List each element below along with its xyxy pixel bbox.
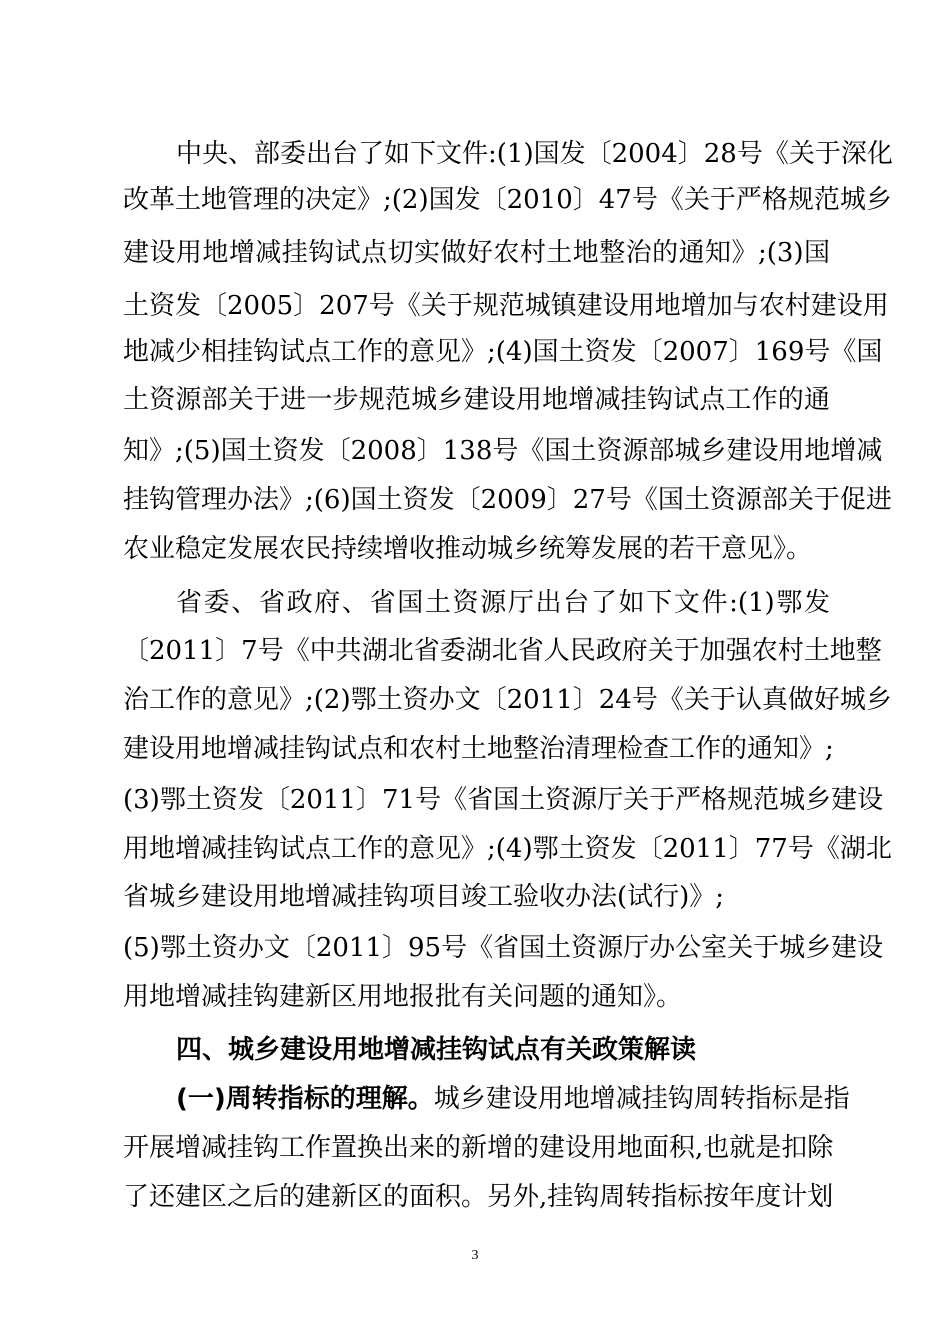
paragraph-2-line-3: 治工作的意见》;(2)鄂土资办文〔2011〕24号《关于认真做好城乡 [123, 685, 892, 715]
paragraph-3-line-3: 了还建区之后的建新区的面积。另外,挂钩周转指标按年度计划 [123, 1182, 834, 1212]
paragraph-1-line-5: 地减少相挂钩试点工作的意见》;(4)国土资发〔2007〕169号《国 [123, 337, 883, 367]
paragraph-1-line-1: 中央、部委出台了如下文件:(1)国发〔2004〕28号《关于深化 [176, 139, 893, 169]
paragraph-1-line-2: 改革土地管理的决定》;(2)国发〔2010〕47号《关于严格规范城乡 [123, 185, 892, 215]
paragraph-1-line-9: 农业稳定发展农民持续增收推动城乡统筹发展的若干意见》。 [123, 534, 813, 564]
paragraph-2-line-8: (5)鄂土资办文〔2011〕95号《省国土资源厅办公室关于城乡建设 [123, 933, 884, 963]
paragraph-1-line-3: 建设用地增减挂钩试点切实做好农村土地整治的通知》;(3)国 [123, 238, 830, 268]
paragraph-2-line-2: 〔2011〕7号《中共湖北省委湖北省人民政府关于加强农村土地整 [123, 636, 882, 666]
paragraph-3-line-1 [176, 1082, 850, 1116]
section-heading: 四、城乡建设用地增减挂钩试点有关政策解读 [176, 1035, 697, 1065]
paragraph-2-line-1: 省委、省政府、省国土资源厅出台了如下文件:(1)鄂发 [176, 588, 830, 618]
paragraph-3-bold-lead: (一)周转指标的理解。 [176, 1084, 434, 1114]
paragraph-3-line-2: 开展增减挂钩工作置换出来的新增的建设用地面积,也就是扣除 [123, 1133, 834, 1163]
paragraph-2-line-6: 用地增减挂钩试点工作的意见》;(4)鄂土资发〔2011〕77号《湖北 [123, 834, 892, 864]
paragraph-2-line-9: 用地增减挂钩建新区用地报批有关问题的通知》。 [123, 982, 683, 1012]
paragraph-1-line-8: 挂钩管理办法》;(6)国土资发〔2009〕27号《国土资源部关于促进 [123, 485, 892, 515]
paragraph-1-line-4: 土资发〔2005〕207号《关于规范城镇建设用地增加与农村建设用 [123, 291, 889, 321]
paragraph-2-line-4: 建设用地增减挂钩试点和农村土地整治清理检查工作的通知》; [123, 734, 834, 764]
paragraph-2-line-7: 省城乡建设用地增减挂钩项目竣工验收办法(试行)》; [123, 882, 725, 912]
page-number: 3 [471, 1248, 479, 1263]
paragraph-1-line-6: 土资源部关于进一步规范城乡建设用地增减挂钩试点工作的通 [123, 385, 830, 415]
paragraph-3-first-rest: 城乡建设用地增减挂钩周转指标是指 [433, 1084, 850, 1114]
paragraph-1-line-7: 知》;(5)国土资发〔2008〕138号《国土资源部城乡建设用地增减 [123, 436, 883, 466]
paragraph-2-line-5: (3)鄂土资发〔2011〕71号《省国土资源厅关于严格规范城乡建设 [123, 785, 884, 815]
